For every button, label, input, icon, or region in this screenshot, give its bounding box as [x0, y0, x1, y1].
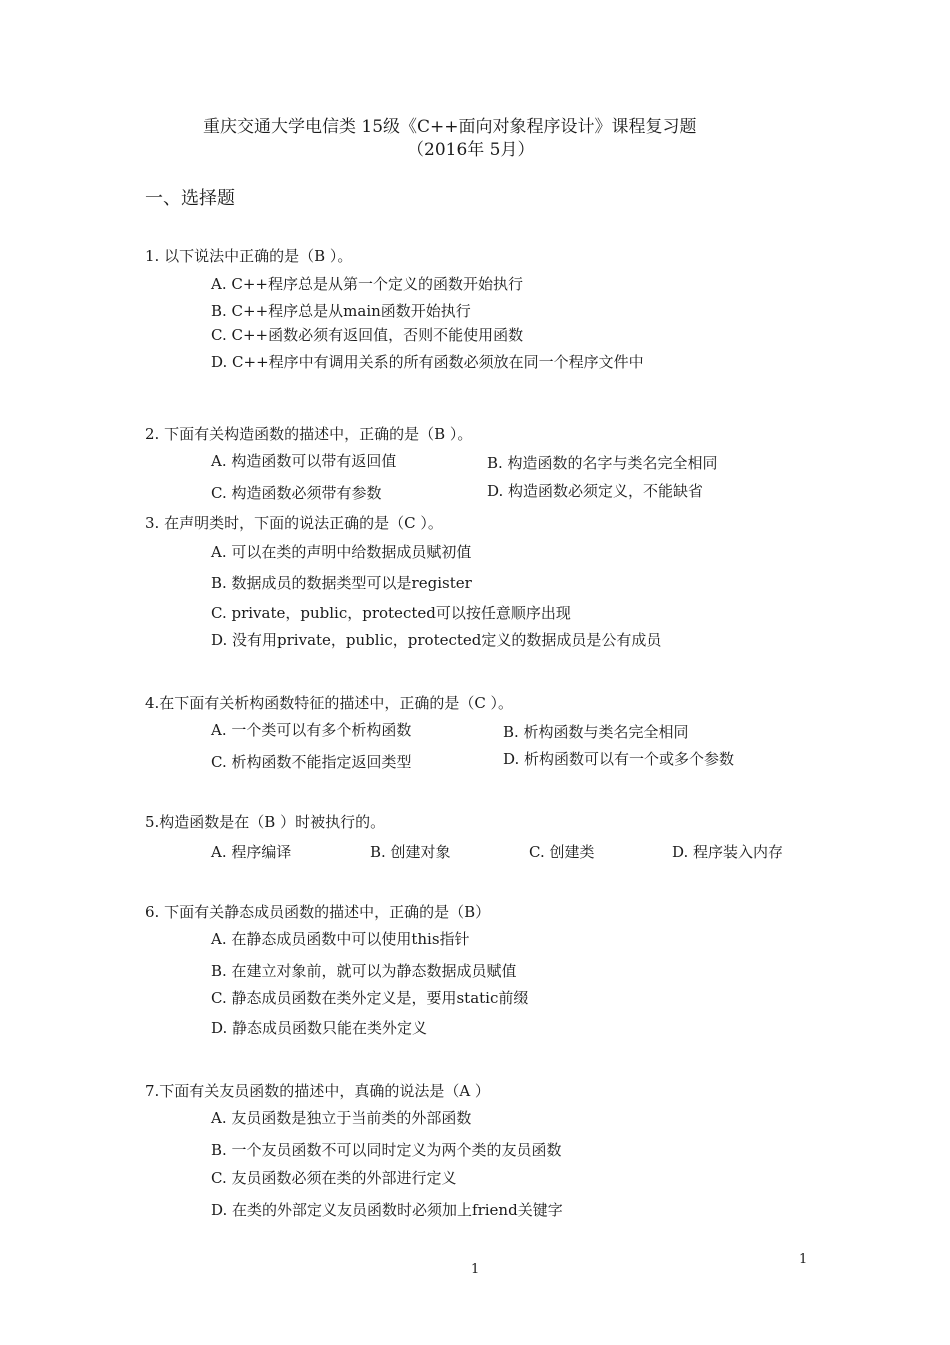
question-option: A. 一个类可以有多个析构函数	[211, 721, 412, 739]
question-option: D. 构造函数必须定义，不能缺省	[487, 482, 704, 500]
question-option: A. C++程序总是从第一个定义的函数开始执行	[211, 275, 523, 293]
question-option: C. 构造函数必须带有参数	[211, 484, 382, 502]
question-option: B. C++程序总是从main函数开始执行	[211, 302, 471, 320]
question-option: D. 静态成员函数只能在类外定义	[211, 1019, 428, 1037]
question-option: A. 友员函数是独立于当前类的外部函数	[211, 1109, 472, 1127]
question-option: B. 数据成员的数据类型可以是register	[211, 574, 472, 592]
question-option: A. 可以在类的声明中给数据成员赋初值	[211, 543, 472, 561]
question-option: A. 构造函数可以带有返回值	[211, 452, 397, 470]
question-option: D. 程序装入内存	[672, 843, 784, 861]
page-number-right: 1	[799, 1252, 808, 1267]
question-option: D. 析构函数可以有一个或多个参数	[503, 750, 735, 768]
question-option: A. 程序编译	[211, 843, 292, 861]
question-option: B. 创建对象	[370, 843, 451, 861]
question-option: B. 构造函数的名字与类名完全相同	[487, 454, 718, 472]
question-option: B. 在建立对象前，就可以为静态数据成员赋值	[211, 962, 517, 980]
question-stem: 7.下面有关友员函数的描述中，真确的说法是（A ）	[145, 1082, 490, 1100]
question-option: A. 在静态成员函数中可以使用this指针	[211, 930, 470, 948]
question-option: C. C++函数必须有返回值，否则不能使用函数	[211, 326, 524, 344]
question-stem: 5.构造函数是在（B ）时被执行的。	[145, 813, 386, 831]
page-number-center: 1	[471, 1262, 480, 1277]
document-date: （2016年 5月）	[407, 140, 535, 160]
question-option: B. 一个友员函数不可以同时定义为两个类的友员函数	[211, 1141, 562, 1159]
question-stem: 4.在下面有关析构函数特征的描述中，正确的是（C ）。	[145, 694, 514, 712]
question-option: C. 静态成员函数在类外定义是，要用static前缀	[211, 989, 529, 1007]
question-option: C. 创建类	[529, 843, 595, 861]
question-option: B. 析构函数与类名完全相同	[503, 723, 689, 741]
question-stem: 1. 以下说法中正确的是（B ）。	[145, 247, 353, 265]
question-option: C. 友员函数必须在类的外部进行定义	[211, 1169, 457, 1187]
question-option: D. 没有用private，public，protected定义的数据成员是公有成员	[211, 631, 662, 649]
section-title: 一、选择题	[145, 188, 235, 209]
question-stem: 6. 下面有关静态成员函数的描述中，正确的是（B）	[145, 903, 491, 921]
document-title: 重庆交通大学电信类 15级《C++面向对象程序设计》课程复习题	[203, 117, 697, 137]
question-stem: 2. 下面有关构造函数的描述中，正确的是（B ）。	[145, 425, 473, 443]
question-stem: 3. 在声明类时，下面的说法正确的是（C ）。	[145, 514, 443, 532]
question-option: C. 析构函数不能指定返回类型	[211, 753, 412, 771]
question-option: D. 在类的外部定义友员函数时必须加上friend关键字	[211, 1201, 563, 1219]
question-option: D. C++程序中有调用关系的所有函数必须放在同一个程序文件中	[211, 353, 644, 371]
question-option: C. private，public，protected可以按任意顺序出现	[211, 604, 571, 622]
